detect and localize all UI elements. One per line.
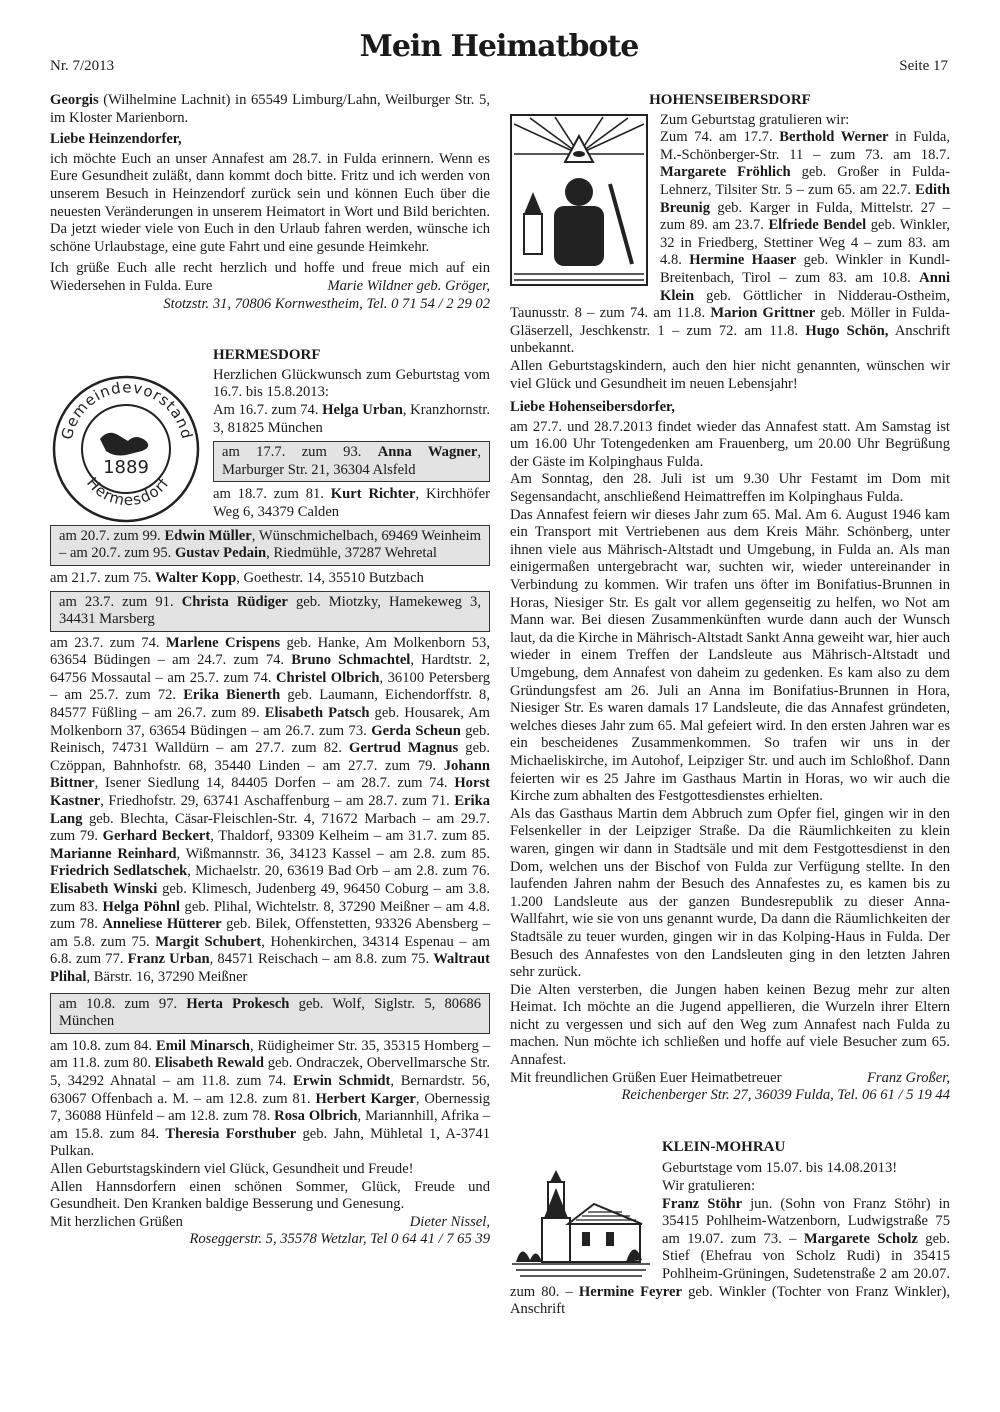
person-name: Anneliese Hütterer (102, 916, 222, 933)
church-icon (510, 1168, 652, 1278)
text-run: geb. Stief (Ehefrau von Scholz Rudi) in 35415 Pohlheim-Grüningen, Sudetenstraße 2 am 20.07. zum 80. – (510, 1230, 950, 1300)
seal-year: 1889 (103, 456, 149, 478)
text-run: in Fulda, M.-Schönberger-Str. 11 – zum 73. am 18.7. (660, 129, 950, 163)
intro-paragraph (50, 92, 490, 127)
text-run: , 84571 Reischach – am 8.8. zum 75. (209, 951, 434, 968)
text-run: geb. Winkler in Kundl-Breitenbach, Tirol – zum 83. am 10.8. (660, 252, 950, 286)
hohenseibersdorf-paragraph-5: Die Alten versterben, die Jungen haben keinen Bezug mehr zur alten Heimat. Ich möchte an die Jugend appellieren, die Wurzeln ihrer Eltern nicht zu vergessen und sich auf den Weg zum Annafest nach Fulda zu machen. Nun möchte ich schließen und hoffe auf viele Besucher zum 65. Annafest. (510, 981, 950, 1069)
text-run: am 23.7. zum 91. (59, 593, 182, 610)
hohenseibersdorf-greeting: Liebe Hohenseibersdorfer, (510, 399, 675, 416)
person-name: Anni Klein (660, 269, 950, 304)
person-name: Kurt Richter (330, 486, 416, 503)
text-run: am 23.7. zum 74. (50, 634, 166, 651)
hermesdorf-highlight-4 (50, 993, 490, 1034)
person-name: Margarete Scholz (803, 1230, 918, 1247)
right-column (510, 92, 950, 1319)
text-run: am 18.7. zum 81. (213, 486, 331, 503)
masthead: Mein Heimatbote (359, 29, 639, 64)
hermesdorf-entry-2 (213, 486, 490, 521)
person-name: Gustav Pedain (174, 545, 267, 562)
person-name: Walter Kopp (154, 569, 237, 586)
text-run: am 21.7. zum 75. (50, 569, 155, 586)
hohenseibersdorf-paragraph-4: Als das Gasthaus Martin dem Abbruch zum Opfer fiel, gingen wir in den Felsenkeller in der Leipziger Straße. Da die Räumlichkeiten zu klein waren, gingen wir dann in Stadtsäle und mit dem Festgottesdienst in den Dom, welchen uns der Bischof von Fulda zur Verfügung stellte. In den laufenden Jahren nahm der Besuch des Annafestes zu, es kamen bis zu 1.200 Landsleute aus der ganzen Bundesrepublik zu dieser Anna-Wallfahrt, wie sie von uns genannt wurde, Da dann die Räumlichkeiten der Stadtsäle zu teuer wurden, gingen wir in das Kolping-Haus in Fulda. Der Besuch des Annafestes von den Landsleuten ging in den letzten Jahren sehr zurück. (510, 805, 950, 981)
text-run: , Friedhofstr. 29, 63741 Aschaffenburg – am 28.7. zum 71. (100, 793, 455, 810)
text-run: Zum 74. am 17.7. (660, 129, 780, 146)
hermesdorf-top (50, 366, 491, 520)
person-name: Waltraut Plihal (50, 951, 490, 985)
text-run: am 17.7. zum 93. (222, 444, 378, 461)
text-run: , Mariannhill, Afrika – am 15.8. zum 84. (50, 1108, 491, 1142)
heinzendorf-letter-closing (50, 260, 490, 295)
text-run: geb. Winkler, 32 in Friedberg, Stettiner Weg 4 – zum 83. am 4.8. (660, 217, 950, 269)
text-run: am 20.7. zum 99. (59, 527, 165, 544)
person-name: Hugo Schön, (805, 322, 889, 339)
person-name: Margarete Fröhlich (660, 164, 791, 181)
text-run: geb. Reinisch, 74731 Walldürn – am 27.7. zum 82. (50, 722, 490, 757)
person-name: Friedrich Sedlatschek (50, 863, 188, 880)
person-name: Berthold Werner (779, 129, 889, 146)
person-name: Erwin Schmidt (292, 1072, 391, 1089)
person-name: Helga Urban (322, 401, 403, 418)
person-name: Elisabeth Patsch (264, 705, 370, 722)
hermesdorf-birthday-list (50, 635, 490, 987)
issue-number: Nr. 7/2013 (50, 58, 115, 74)
text-run: geb. Winkler (Tochter von Franz Winkler), Anschrift (510, 1283, 950, 1318)
signer-address: Roseggerstr. 5, 35578 Wetzlar, Tel 0 64 41 / 7 65 39 (189, 1231, 490, 1248)
text-run: geb. Jahn, Mühletal 1, A-3741 Pulkan. (50, 1125, 491, 1160)
greet-line: Mit herzlichen Grüßen (50, 1213, 183, 1230)
person-name: Margit Schubert (155, 933, 262, 950)
person-name: Franz Stöhr (662, 1195, 743, 1212)
text-run: geb. Hanke, Am Molkenborn 53, 63654 Büdingen – am 24.7. zum 74. (50, 634, 490, 669)
hohenseibersdorf-paragraph-2: Am Sonntag, den 28. Juli ist um 9.30 Uhr Festamt im Dom mit Segensandacht, anschließend Heimattreffen im Kolpinghaus Fulda. (510, 471, 950, 506)
person-name: Christa Rüdiger (181, 593, 288, 610)
text-run: geb. Miotzky, Hamekeweg 3, 34431 Marsberg (59, 593, 481, 628)
hohenseibersdorf-paragraph-3: Das Annafest feiern wir dieses Jahr zum 65. Mal. Am 6. August 1946 kam ein Transport mit Vertriebenen aus dem Kreis Mähr. Schönberg, unter ihnen viele aus Mährisch-Altstadt und Umgebung, in Fulda an. Als man einigermaßen untergebracht war, suchten wir, wieder untereinander in Verbindung zu kommen. Wir trafen uns öfter im Bonifatius-Brunnen in Horas, Niesiger Str. Es galt vor allem gegenseitig zu helfen, wo Not am Mann war. Bei diesen Zusammenkünften wurde dann auch der Wunsch laut, da die Kirche in Mährisch-Altstadt Sankt Anna geweiht war, hier auch wieder in einem Treffen der Landsleute aus Mährisch-Altstadt und Umgebung, dem Annafest von daheim zu gedenken. Es kam also zu dem Gründungsfest am 26. Juli an Anna im Bonifatius-Brunnen in Hora, Niesiger Str. Es waren damals 17 Landsleute, die das Annafest gründeten, welches dieses Jahr zum 65. Mal gefeiert wird. In den ersten Jahren war es ein bescheidenes Zusammenkommen. So trafen wir uns in der Michaeliskirche, im Autohof, Leipziger Str. und auch im Schloßhof. Dann feierten wir es 25 Jahre im Gasthaus Martin in Horas, wo wir auch die Kirche zum abhalten des Festgottesdienstes erhielten. (510, 506, 950, 805)
seal-text-bottom: Hermesdorf (83, 473, 173, 510)
text-run: geb. Göttlicher in Nidderau-Ostheim, Taunusstr. 8 – zum 74. am 11.8. (510, 287, 950, 322)
person-name: Rosa Olbrich (274, 1108, 358, 1125)
person-name: Marion Grittner (710, 305, 816, 322)
text-run: , Obernessig 7, 36088 Hünfeld – am 12.8. zum 78. (50, 1090, 490, 1125)
hohenseibersdorf-title: HOHENSEIBERSDORF (649, 92, 811, 108)
text-run: jun. (Sohn von Franz Stöhr) in 35415 Pohlheim-Watzenborn, Ludwigstraße 75 am 19.07. zum 73. – (662, 1195, 950, 1247)
person-name: Herta Prokesch (186, 995, 290, 1012)
seal-icon (50, 373, 202, 525)
person-name: Georgis (50, 92, 99, 108)
hermesdorf-intro: Herzlichen Glückwunsch zum Geburtstag vom 16.7. bis 15.8.2013: (213, 366, 490, 401)
person-name: Franz Urban (127, 951, 210, 968)
text-run: geb. Bilek, Offenstetten, 93326 Abensberg – am 5.8. zum 75. (50, 916, 490, 950)
heinzendorf-letter-body: ich möchte Euch an unser Annafest am 28.7. in Fulda erinnern. Wenn es Eure Gesundheit zuläßt, dann kommt doch bitte. Fritz und ich werden von unserem Besuch in Heinzendorf zurück sein und können Euch über die neuesten Veränderungen in unserem Heimatort in Wort und Bild berichten. Da jetzt wieder viele von Euch in den Urlaub fahren werden, wünsche ich schöne Urlaubstage, eine gute Fahrt und eine gesunde Heimkehr. (50, 150, 490, 255)
signer-name: Dieter Nissel, (409, 1213, 490, 1230)
text-run: am 10.8. zum 84. (50, 1037, 157, 1054)
closing-text: Ich grüße Euch alle recht herzlich und hoffe und freue mich auf ein Wiedersehen in Fulda. Eure (50, 260, 490, 294)
text-run: Anschrift unbekannt. (510, 322, 950, 357)
woodcut-image-icon (510, 114, 648, 286)
text-run: , Wißmannstr. 36, 34123 Kassel – am 2.8. zum 85. (176, 845, 491, 862)
hermesdorf-highlight-2 (50, 525, 490, 566)
text-run: geb. Housarek, Am Molkenborn 37, 63654 Büdingen – am 26.7. zum 73. (50, 705, 490, 739)
person-name: Theresia Forsthuber (165, 1125, 297, 1142)
person-name: Gertrud Magnus (349, 740, 459, 757)
kleinmohrau-intro-1: Geburtstage vom 15.07. bis 14.08.2013! (662, 1160, 898, 1177)
text-run: geb. Blechta, Cäsar-Fleischlen-Str. 4, 71672 Marbach – am 29.7. zum 79. (50, 810, 490, 845)
person-name: Gerda Scheun (371, 722, 461, 739)
text-run: geb. Klimesch, Judenberg 49, 96450 Coburg – am 3.8. zum 83. (50, 881, 490, 915)
hermesdorf-entry-3 (50, 570, 490, 588)
text-run: , Rüdigheimer Str. 35, 35315 Homberg – am 11.8. zum 80. (50, 1037, 490, 1072)
person-name: Elisabeth Rewald (154, 1055, 264, 1072)
text-run: , Bernardstr. 56, 63067 Offenbach a. M. – am 12.8. zum 81. (50, 1072, 490, 1107)
text-run: geb. Großer in Fulda-Lehnerz, Tilsiter Str. 5 – zum 65. am 22.7. (660, 164, 950, 198)
text-run: geb. Möller in Fulda-Gläserzell, Jeschkenstr. 1 – zum 72. am 11.8. (510, 305, 950, 339)
page-header (50, 29, 948, 74)
greet-line: Mit freundlichen Grüßen Euer Heimatbetreuer (510, 1069, 782, 1086)
hohenseibersdorf-wish: Allen Geburtstagskindern, auch den hier nicht genannten, wünschen wir viel Glück und Gesundheit im neuen Lebensjahr! (510, 357, 950, 392)
person-name: Gerhard Beckert (102, 828, 211, 845)
text-run: , Wünschmichelbach, 69469 Weinheim – am 20.7. zum 95. (59, 527, 481, 562)
text-run: , 36100 Petersberg – am 25.7. zum 72. (50, 669, 490, 704)
left-column (50, 92, 490, 1249)
signer-name: Franz Großer, (867, 1069, 950, 1086)
person-name: Hermine Feyrer (578, 1283, 682, 1300)
text-run: , Kirchhöfer Weg 6, 34379 Calden (213, 486, 490, 520)
person-name: Bruno Schmachtel (291, 652, 411, 669)
person-name: Emil Minarsch (156, 1037, 250, 1054)
hermesdorf-title: HERMESDORF (213, 347, 321, 364)
text-run: geb. Plihal, Wichtelstr. 8, 37290 Meißner – am 4.8. zum 78. (50, 898, 491, 933)
signer-address: Stotzstr. 31, 70806 Kornwestheim, Tel. 0 71 54 / 2 29 02 (163, 295, 490, 312)
person-name: Elisabeth Winski (50, 881, 158, 897)
person-name: Anna Wagner (377, 444, 478, 461)
text-run: (Wilhelmine Lachnit) in 65549 Limburg/Lahn, Weilburger Str. 5, im Kloster Marienborn. (50, 92, 490, 126)
hermesdorf-birthday-list-2 (50, 1038, 490, 1161)
text-run: geb. Czöppan, Bahnhofstr. 68, 35440 Linden – am 27.7. zum 79. (50, 740, 490, 774)
hermesdorf-closing-2: Allen Hannsdorfern einen schönen Sommer, Glück, Freude und Gesundheit. Den Kranken baldige Besserung und Genesung. (50, 1178, 490, 1213)
hohenseibersdorf-signature (510, 1070, 950, 1088)
text-run: geb. Ondraczek, Obervellmarsche Str. 5, 34292 Ahnatal – am 11.8. zum 74. (50, 1055, 491, 1089)
text-run: , Marburger Str. 21, 36304 Alsfeld (222, 444, 481, 478)
text-run: Am 16.7. zum 74. (213, 401, 323, 418)
svg-text:Gemeindevorstand (58, 378, 197, 441)
person-name: Johann Bittner (50, 757, 490, 792)
person-name: Hermine Haaser (689, 252, 797, 269)
person-name: Christel Olbrich (275, 669, 380, 686)
hohenseibersdorf-woodcut (510, 114, 648, 286)
hermesdorf-entry-1 (213, 402, 490, 437)
page-number: Seite 17 (899, 58, 948, 74)
text-run: , Hohenkirchen, 34314 Espenau – am 6.8. zum 77. (50, 933, 490, 968)
text-run: , Kranzhornstr. 3, 81825 München (213, 401, 491, 436)
text-run: , Goethestr. 14, 35510 Butzbach (236, 569, 424, 586)
person-name: Elfriede Bendel (768, 217, 867, 234)
text-run: , Michaelstr. 20, 63619 Bad Orb – am 2.8. zum 76. (187, 863, 490, 880)
hermesdorf-signature (50, 1214, 490, 1232)
text-run: am 10.8. zum 97. (59, 995, 187, 1012)
signer-address: Reichenberger Str. 27, 36039 Fulda, Tel. 06 61 / 5 19 44 (621, 1087, 950, 1104)
person-name: Edwin Müller (164, 527, 252, 544)
text-run: , Hardtstr. 2, 64756 Mossautal – am 25.7. zum 74. (50, 652, 490, 686)
hohenseibersdorf-intro: Zum Geburtstag gratulieren wir: (660, 111, 850, 128)
person-name: Marlene Crispens (165, 634, 281, 651)
kleinmohrau-title: KLEIN-MOHRAU (662, 1138, 786, 1155)
hermesdorf-closing-1: Allen Geburtstagskindern viel Glück, Gesundheit und Freude! (50, 1160, 414, 1177)
person-name: Horst Kastner (50, 775, 490, 810)
church-drawing (510, 1168, 652, 1278)
person-name: Edith Breunig (660, 181, 950, 216)
hohenseibersdorf-paragraph-1: am 27.7. und 28.7.2013 findet wieder das Annafest statt. Am Samstag ist um 16.00 Uhr Totengedenken am Frauenberg, um 20.00 Uhr Begrüßung der Gäste im Kolpinghaus Fulda. (510, 418, 950, 470)
text-run: geb. Karger in Fulda, Mittelstr. 27 – zum 89. am 23.7. (660, 199, 950, 234)
text-run: geb. Wolf, Siglstr. 5, 80686 München (59, 995, 481, 1030)
text-run: , Thaldorf, 93309 Kelheim – am 31.7. zum 85. (210, 828, 490, 845)
person-name: Herbert Karger (315, 1090, 416, 1107)
text-run: , Bärstr. 16, 37290 Meißner (86, 968, 248, 985)
person-name: Erika Lang (50, 793, 490, 827)
person-name: Helga Pöhnl (102, 898, 180, 915)
hermesdorf-highlight-1 (213, 441, 490, 482)
heinzendorf-greeting: Liebe Heinzendorfer, (50, 131, 182, 148)
seal-text-top: Gemeindevorstand (57, 378, 197, 442)
text-run: geb. Laumann, Eichendorffstr. 8, 84577 Füßling – am 26.7. zum 89. (50, 687, 490, 722)
hermesdorf-highlight-3 (50, 591, 490, 632)
svg-text:Hermesdorf (83, 474, 173, 510)
kleinmohrau-intro-2: Wir gratulieren: (662, 1178, 756, 1195)
text-run: , Isener Siedlung 14, 84405 Dorfen – am 28.7. zum 74. (94, 775, 455, 792)
person-name: Erika Bienerth (183, 687, 281, 704)
signer-name: Marie Wildner geb. Gröger, (327, 277, 490, 294)
person-name: Marianne Reinhard (50, 845, 177, 862)
text-run: , Riedmühle, 37287 Wehretal (266, 545, 437, 562)
